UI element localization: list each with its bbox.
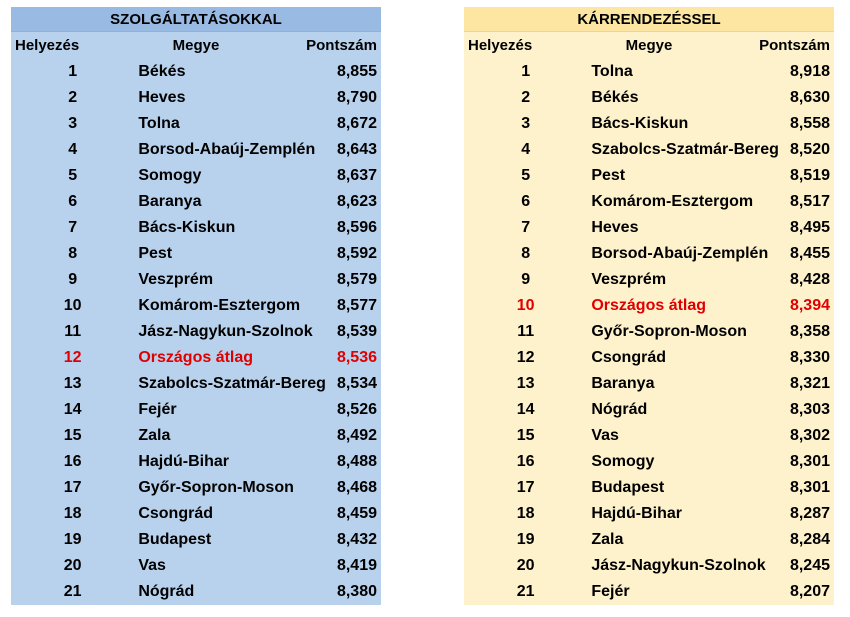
table-row (11, 553, 381, 579)
rank-cell: 6 (521, 193, 531, 210)
score-cell: 8,301 (789, 479, 830, 496)
table-row (464, 579, 834, 605)
score-cell: 8,459 (336, 505, 377, 522)
county-cell: Országos átlag (138, 349, 254, 366)
table-row (11, 475, 381, 501)
county-cell: Budapest (138, 531, 212, 548)
rank-cell: 9 (68, 271, 78, 288)
rank-cell: 4 (521, 141, 531, 158)
score-cell: 8,303 (789, 401, 830, 418)
table-row (11, 189, 381, 215)
county-cell: Bács-Kiskun (138, 219, 236, 236)
table-header-row (464, 32, 834, 60)
rank-cell: 17 (63, 479, 82, 496)
county-cell: Szabolcs-Szatmár-Bereg (591, 141, 779, 158)
table-row (464, 345, 834, 371)
score-cell: 8,790 (336, 89, 377, 106)
table-row (11, 423, 381, 449)
table-row (464, 371, 834, 397)
table-row-national-average (11, 345, 381, 371)
rank-cell: 16 (516, 453, 535, 470)
rank-cell: 2 (68, 89, 78, 106)
score-cell: 8,630 (789, 89, 830, 106)
table-row (464, 85, 834, 111)
table-row (11, 579, 381, 605)
score-cell: 8,394 (789, 297, 830, 314)
score-cell: 8,455 (789, 245, 830, 262)
score-cell: 8,432 (336, 531, 377, 548)
rank-cell: 5 (521, 167, 531, 184)
table-row (11, 449, 381, 475)
rank-cell: 2 (521, 89, 531, 106)
score-cell: 8,207 (789, 583, 830, 600)
table-title-row (11, 7, 381, 32)
table-row (11, 85, 381, 111)
rank-cell: 6 (68, 193, 78, 210)
rank-cell: 8 (68, 245, 78, 262)
rank-cell: 21 (516, 583, 535, 600)
table-header-row (11, 32, 381, 60)
county-cell: Győr-Sopron-Moson (138, 479, 294, 496)
rank-cell: 20 (516, 557, 535, 574)
rank-cell: 3 (68, 115, 78, 132)
rank-cell: 13 (63, 375, 82, 392)
rank-cell: 18 (63, 505, 82, 522)
county-cell: Tolna (138, 115, 180, 132)
rank-cell: 12 (516, 349, 535, 366)
table-row (464, 553, 834, 579)
rank-cell: 21 (63, 583, 82, 600)
table-row (464, 163, 834, 189)
table-row (464, 501, 834, 527)
table-title: KÁRRENDEZÉSSEL (464, 7, 834, 32)
score-cell: 8,643 (336, 141, 377, 158)
county-cell: Jász-Nagykun-Szolnok (138, 323, 313, 340)
county-cell: Somogy (138, 167, 202, 184)
rank-cell: 4 (68, 141, 78, 158)
table-body (464, 59, 834, 605)
table-body (11, 59, 381, 605)
county-cell: Csongrád (591, 349, 666, 366)
table-row (11, 371, 381, 397)
rank-cell: 10 (516, 297, 535, 314)
rank-cell: 1 (68, 63, 78, 80)
score-cell: 8,245 (789, 557, 830, 574)
score-cell: 8,428 (789, 271, 830, 288)
score-cell: 8,330 (789, 349, 830, 366)
table-row (11, 267, 381, 293)
county-cell: Komárom-Esztergom (138, 297, 301, 314)
table-row (11, 111, 381, 137)
rank-cell: 19 (516, 531, 535, 548)
table-row (464, 423, 834, 449)
rank-cell: 8 (521, 245, 531, 262)
table-row (11, 319, 381, 345)
table-row (464, 475, 834, 501)
county-cell: Fejér (591, 583, 630, 600)
table-row (11, 215, 381, 241)
rank-cell: 14 (63, 401, 82, 418)
table-row (464, 397, 834, 423)
score-cell: 8,526 (336, 401, 377, 418)
table (11, 7, 381, 605)
rank-cell: 13 (516, 375, 535, 392)
county-cell: Borsod-Abaúj-Zemplén (591, 245, 769, 262)
score-cell: 8,284 (789, 531, 830, 548)
table-row (464, 267, 834, 293)
county-cell: Zala (138, 427, 171, 444)
county-cell: Baranya (138, 193, 202, 210)
score-cell: 8,358 (789, 323, 830, 340)
county-cell: Borsod-Abaúj-Zemplén (138, 141, 316, 158)
header-rank: Helyezés (468, 37, 533, 54)
score-cell: 8,592 (336, 245, 377, 262)
score-cell: 8,534 (336, 375, 377, 392)
county-cell: Békés (591, 89, 639, 106)
header-county: Megye (172, 37, 220, 54)
rank-cell: 15 (63, 427, 82, 444)
table-row (464, 59, 834, 85)
rank-cell: 11 (64, 323, 82, 340)
county-cell: Jász-Nagykun-Szolnok (591, 557, 766, 574)
table (464, 7, 834, 605)
table-row (11, 397, 381, 423)
score-cell: 8,558 (789, 115, 830, 132)
table-row (11, 501, 381, 527)
rank-cell: 9 (521, 271, 531, 288)
county-cell: Pest (138, 245, 173, 262)
county-cell: Vas (591, 427, 619, 444)
county-cell: Fejér (138, 401, 177, 418)
score-cell: 8,517 (789, 193, 830, 210)
score-cell: 8,579 (336, 271, 377, 288)
county-cell: Győr-Sopron-Moson (591, 323, 747, 340)
table-row (11, 137, 381, 163)
county-cell: Nógrád (591, 401, 648, 418)
table-row (464, 527, 834, 553)
table-row (464, 111, 834, 137)
score-cell: 8,468 (336, 479, 377, 496)
score-cell: 8,492 (336, 427, 377, 444)
county-cell: Budapest (591, 479, 665, 496)
rank-cell: 18 (516, 505, 535, 522)
county-cell: Pest (591, 167, 626, 184)
table-title-row (464, 7, 834, 32)
county-cell: Zala (591, 531, 624, 548)
score-cell: 8,623 (336, 193, 377, 210)
score-cell: 8,577 (336, 297, 377, 314)
rank-cell: 19 (63, 531, 82, 548)
score-cell: 8,672 (336, 115, 377, 132)
rank-cell: 10 (63, 297, 82, 314)
county-cell: Somogy (591, 453, 655, 470)
header-county: Megye (625, 37, 673, 54)
score-cell: 8,855 (336, 63, 377, 80)
table-row (464, 241, 834, 267)
table-row (464, 137, 834, 163)
county-cell: Heves (591, 219, 639, 236)
table-title: SZOLGÁLTATÁSOKKAL (11, 7, 381, 32)
score-cell: 8,918 (789, 63, 830, 80)
county-cell: Hajdú-Bihar (138, 453, 229, 470)
ranking-table-claims (464, 7, 834, 605)
county-cell: Nógrád (138, 583, 195, 600)
table-row (11, 241, 381, 267)
county-cell: Országos átlag (591, 297, 707, 314)
table-row-national-average (464, 293, 834, 319)
table-row (11, 527, 381, 553)
rank-cell: 3 (521, 115, 531, 132)
county-cell: Békés (138, 63, 186, 80)
score-cell: 8,419 (336, 557, 377, 574)
rank-cell: 5 (68, 167, 78, 184)
table-row (464, 319, 834, 345)
rank-cell: 7 (521, 219, 531, 236)
score-cell: 8,536 (336, 349, 377, 366)
rank-cell: 7 (68, 219, 78, 236)
score-cell: 8,488 (336, 453, 377, 470)
county-cell: Veszprém (591, 271, 667, 288)
county-cell: Heves (138, 89, 186, 106)
score-cell: 8,495 (789, 219, 830, 236)
rank-cell: 15 (516, 427, 535, 444)
county-cell: Hajdú-Bihar (591, 505, 682, 522)
table-row (464, 449, 834, 475)
rank-cell: 20 (63, 557, 82, 574)
table-row (11, 59, 381, 85)
rank-cell: 1 (521, 63, 531, 80)
score-cell: 8,519 (789, 167, 830, 184)
rank-cell: 11 (517, 323, 535, 340)
rank-cell: 12 (63, 349, 82, 366)
score-cell: 8,596 (336, 219, 377, 236)
county-cell: Veszprém (138, 271, 214, 288)
score-cell: 8,520 (789, 141, 830, 158)
score-cell: 8,321 (789, 375, 830, 392)
table-row (464, 215, 834, 241)
rank-cell: 14 (516, 401, 535, 418)
table-row (11, 293, 381, 319)
ranking-table-services (11, 7, 381, 605)
county-cell: Baranya (591, 375, 655, 392)
rank-cell: 16 (63, 453, 82, 470)
header-score: Pontszám (306, 37, 377, 54)
score-cell: 8,287 (789, 505, 830, 522)
rank-cell: 17 (516, 479, 535, 496)
score-cell: 8,302 (789, 427, 830, 444)
score-cell: 8,301 (789, 453, 830, 470)
county-cell: Komárom-Esztergom (591, 193, 754, 210)
header-score: Pontszám (759, 37, 830, 54)
county-cell: Tolna (591, 63, 633, 80)
score-cell: 8,380 (336, 583, 377, 600)
county-cell: Bács-Kiskun (591, 115, 689, 132)
county-cell: Szabolcs-Szatmár-Bereg (138, 375, 326, 392)
table-row (11, 163, 381, 189)
score-cell: 8,637 (336, 167, 377, 184)
score-cell: 8,539 (336, 323, 377, 340)
county-cell: Vas (138, 557, 166, 574)
table-row (464, 189, 834, 215)
header-rank: Helyezés (15, 37, 80, 54)
county-cell: Csongrád (138, 505, 213, 522)
